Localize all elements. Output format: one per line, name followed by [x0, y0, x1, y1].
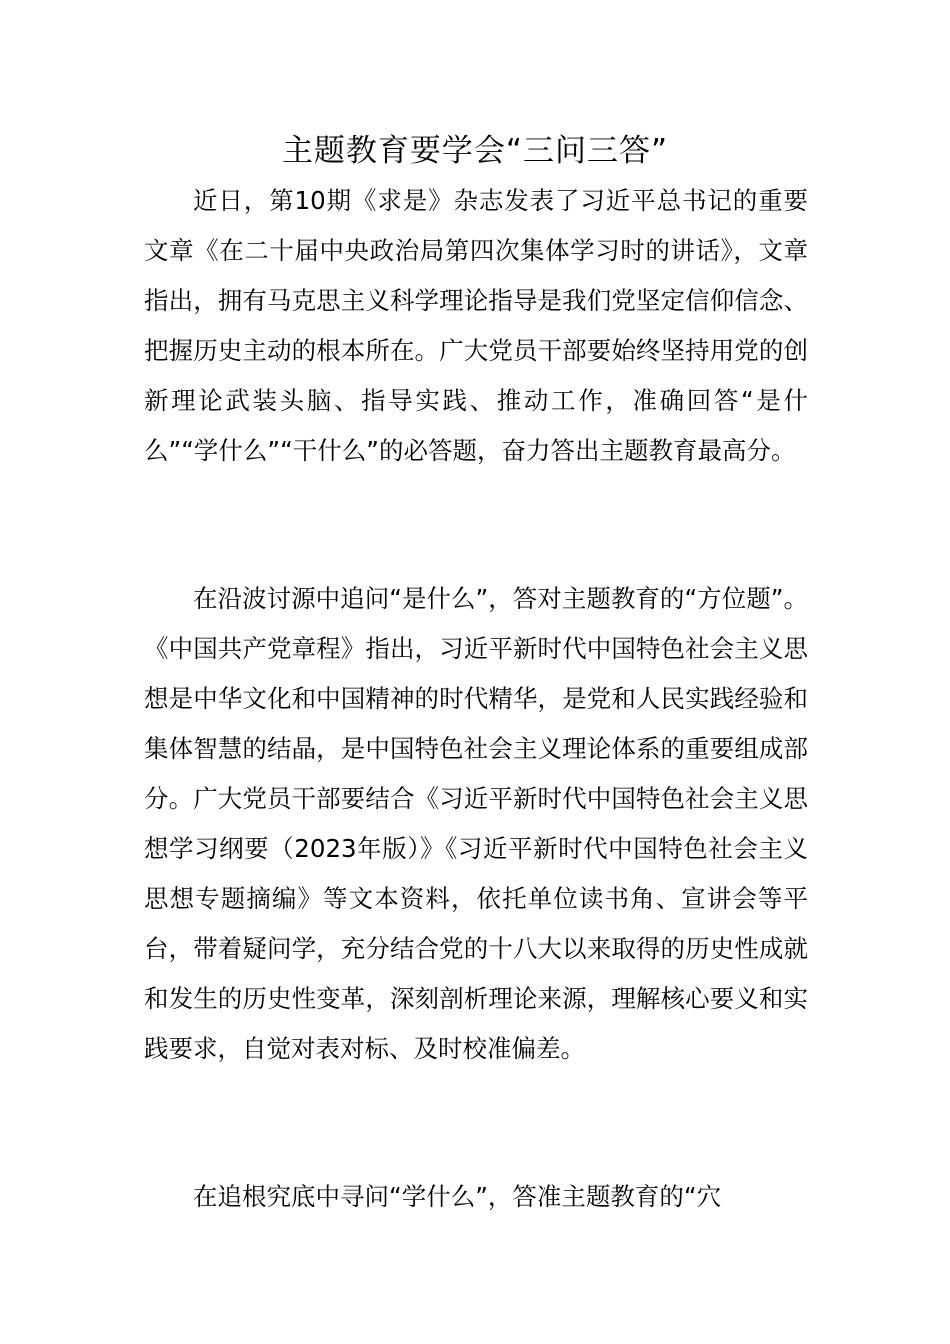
paragraph-intro: 近日，第10期《求是》杂志发表了习近平总书记的重要文章《在二十届中央政治局第四次集体学习时的讲话》，文章指出，拥有马克思主义科学理论指导是我们党坚定信仰信念、把握历史主动的根本所在。广大党员干部要始终坚持用党的创新理论武装头脑、指导实践、推动工作，准确回答“是什么”“学什么”“干什么”的必答题，奋力答出主题教育最高分。	[144, 186, 808, 465]
paragraph-learn: 在追根究底中寻问“学什么”，答准主题教育的“穴	[193, 1182, 722, 1211]
paragraph-what: 在沿波讨源中追问“是什么”，答对主题教育的“方位题”。《中国共产党章程》指出，习近平新时代中国特色社会主义思想是中华文化和中国精神的时代精华，是党和人民实践经验和集体智慧的结晶，是中国特色社会主义理论体系的重要组成部分。广大党员干部要结合《习近平新时代中国特色社会主义思想学习纲要（2023年版）》《习近平新时代中国特色社会主义思想专题摘编》等文本资料，依托单位读书角、宣讲会等平台，带着疑问学，充分结合党的十八大以来取得的历史性成就和发生的历史性变革，深刻剖析理论来源，理解核心要义和实践要求，自觉对表对标、及时校准偏差。	[144, 584, 808, 1063]
document-title: 主题教育要学会“三问三答”	[281, 133, 669, 169]
